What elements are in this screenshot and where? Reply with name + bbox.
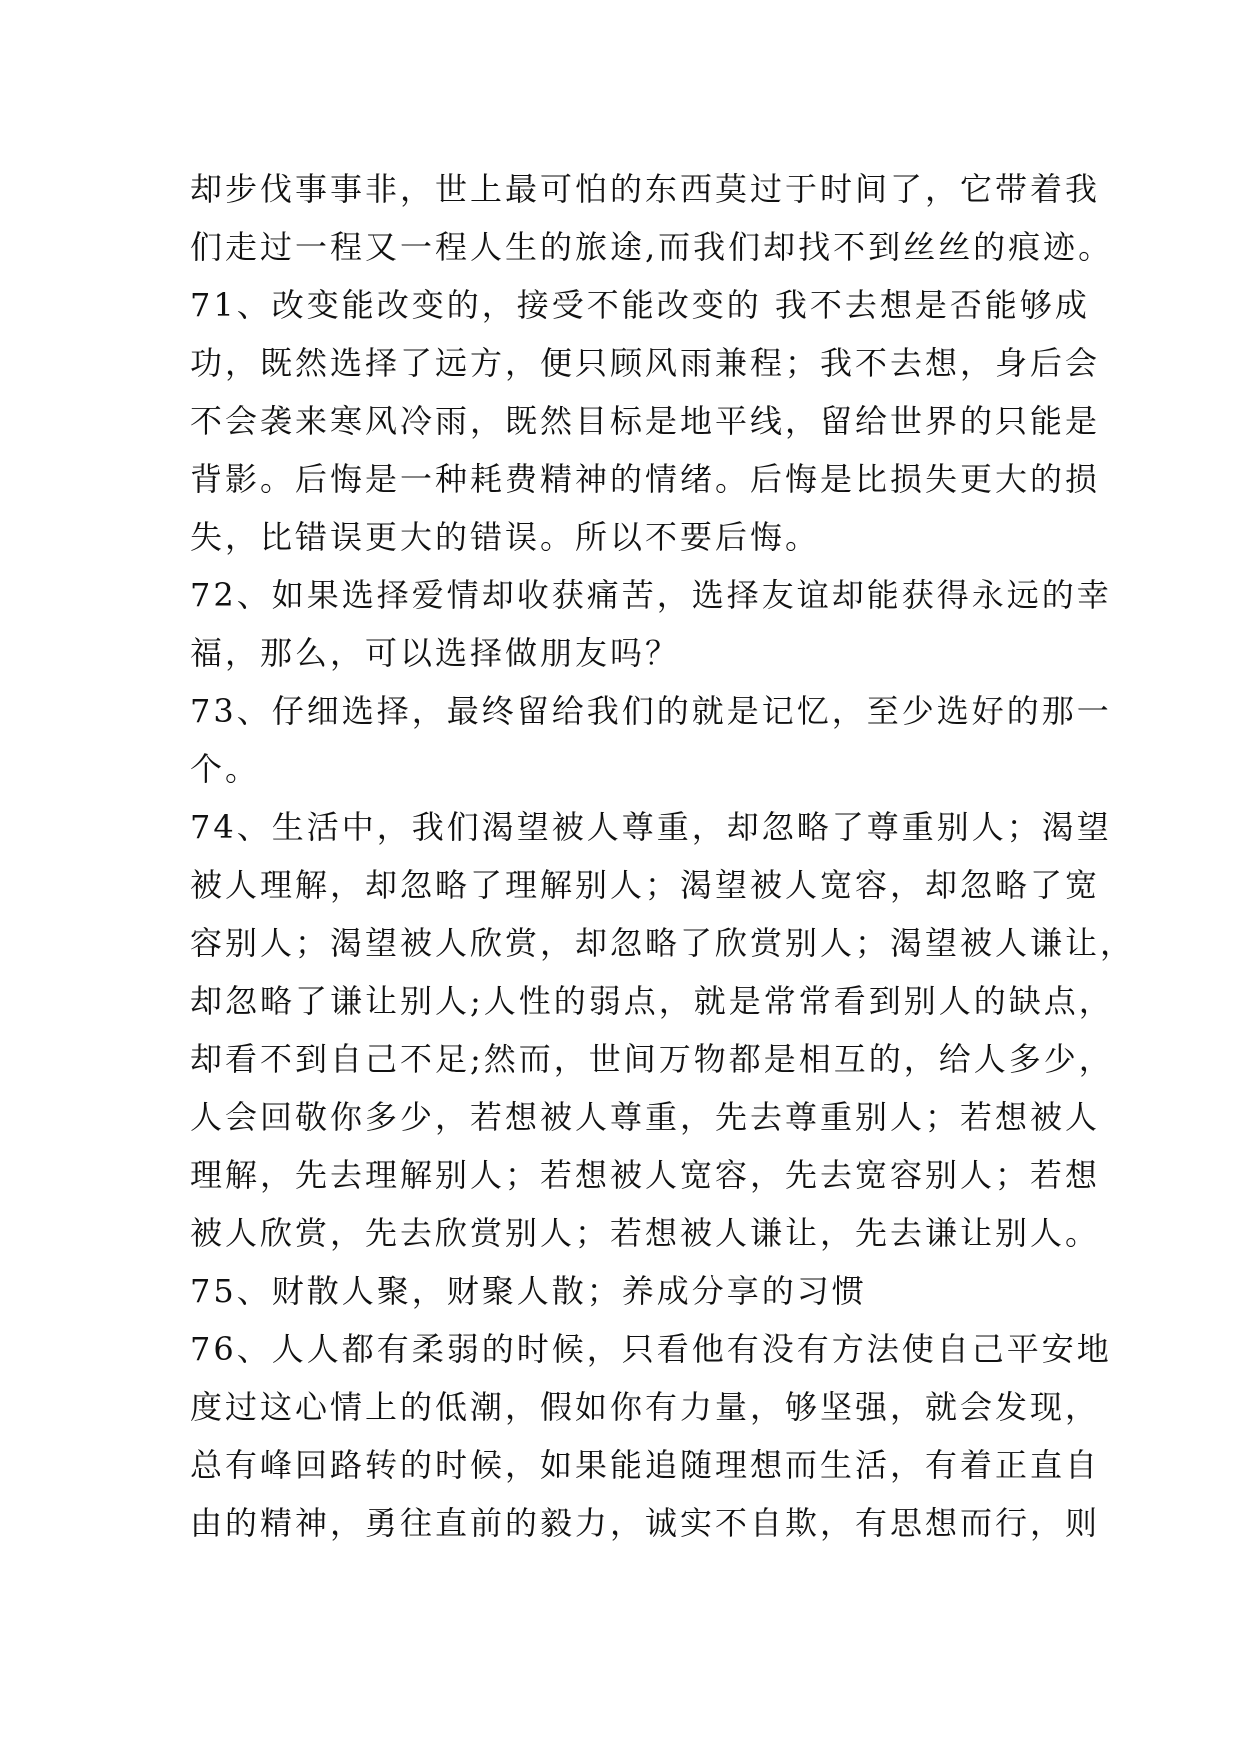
text-line: 被人理解，却忽略了理解别人；渴望被人宽容，却忽略了宽 <box>190 866 1101 904</box>
text-line: 个。 <box>190 750 261 788</box>
text-line: 容别人；渴望被人欣赏，却忽略了欣赏别人；渴望被人谦让， <box>190 924 1136 962</box>
text-line: 71、改变能改变的，接受不能改变的 我不去想是否能够成 <box>190 286 1090 324</box>
text-line: 却步伐事事非，世上最可怕的东西莫过于时间了，它带着我 <box>190 170 1101 208</box>
text-line: 74、生活中，我们渴望被人尊重，却忽略了尊重别人；渴望 <box>190 808 1112 846</box>
text-line: 75、财散人聚，财聚人散；养成分享的习惯 <box>190 1272 867 1310</box>
text-line: 76、人人都有柔弱的时候，只看他有没有方法使自己平安地 <box>190 1330 1112 1368</box>
text-line: 被人欣赏，先去欣赏别人；若想被人谦让，先去谦让别人。 <box>190 1214 1101 1252</box>
text-line: 由的精神，勇往直前的毅力，诚实不自欺，有思想而行，则 <box>190 1504 1101 1542</box>
text-line: 背影。后悔是一种耗费精神的情绪。后悔是比损失更大的损 <box>190 460 1101 498</box>
text-line: 72、如果选择爱情却收获痛苦，选择友谊却能获得永远的幸 <box>190 576 1112 614</box>
text-line: 总有峰回路转的时候，如果能追随理想而生活，有着正直自 <box>190 1446 1101 1484</box>
document-body <box>190 160 1190 1552</box>
text-line: 73、仔细选择，最终留给我们的就是记忆，至少选好的那一 <box>190 692 1112 730</box>
text-line: 却忽略了谦让别人;人性的弱点，就是常常看到别人的缺点， <box>190 982 1114 1020</box>
text-line: 人会回敬你多少，若想被人尊重，先去尊重别人；若想被人 <box>190 1098 1101 1136</box>
text-line: 却看不到自己不足;然而，世间万物都是相互的，给人多少， <box>190 1040 1114 1078</box>
text-line: 不会袭来寒风冷雨，既然目标是地平线，留给世界的只能是 <box>190 402 1101 440</box>
text-line: 们走过一程又一程人生的旅途,而我们却找不到丝丝的痕迹。 <box>190 228 1114 266</box>
text-line: 福，那么，可以选择做朋友吗？ <box>190 634 681 672</box>
text-line: 度过这心情上的低潮，假如你有力量，够坚强，就会发现， <box>190 1388 1101 1426</box>
text-line: 理解，先去理解别人；若想被人宽容，先去宽容别人；若想 <box>190 1156 1101 1194</box>
text-line: 功，既然选择了远方，便只顾风雨兼程；我不去想，身后会 <box>190 344 1101 382</box>
text-line: 失，比错误更大的错误。所以不要后悔。 <box>190 518 821 556</box>
